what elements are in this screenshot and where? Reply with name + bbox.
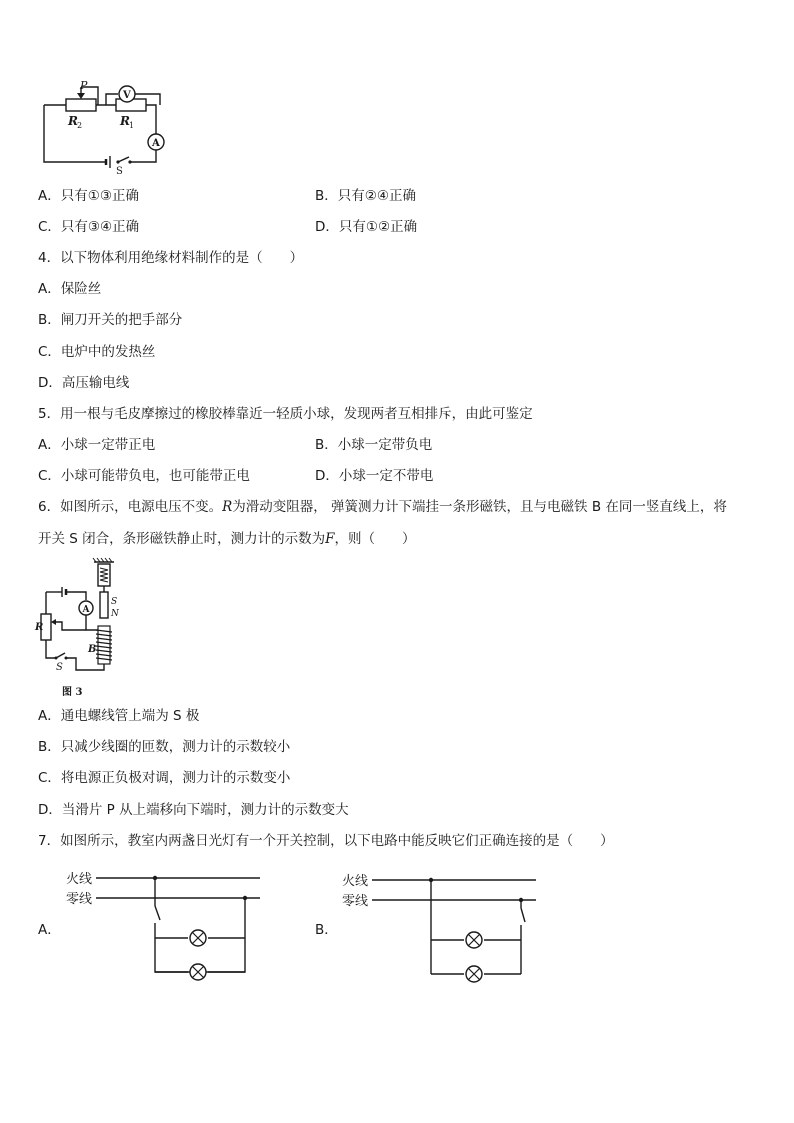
- q7-option-a-label: A．: [38, 922, 61, 938]
- q4-option-b: B．闸刀开关的把手部分: [38, 312, 183, 328]
- q6-stem2-a: 开关 S 闭合，条形磁铁静止时，测力计的示数为: [38, 531, 326, 547]
- magnet-s-label: S: [111, 597, 118, 607]
- q5-option-d: D．小球一定不带电: [315, 468, 434, 484]
- q5-stem: 5．用一根与毛皮摩擦过的橡胶棒靠近一轻质小球，发现两者互相排斥，由此可鉴定: [38, 406, 533, 422]
- fig3-caption: 图 3: [62, 687, 83, 698]
- q6-stem2-b: ，则（ ）: [334, 531, 416, 547]
- circuit-figure-1: [38, 79, 178, 177]
- q3-option-a: A．只有①③正确: [38, 188, 139, 204]
- q6-option-a: A．通电螺线管上端为 S 极: [38, 708, 200, 724]
- q4-option-d: D．高压输电线: [38, 375, 130, 391]
- q7-circuit-a: [60, 868, 270, 980]
- q6-stem2-f: F: [325, 531, 335, 547]
- q7a-neutral-label: 零线: [66, 892, 93, 907]
- fig3-r-label: R: [35, 622, 44, 633]
- q7a-fire-label: 火线: [66, 872, 93, 887]
- q5-option-a: A．小球一定带正电: [38, 437, 156, 453]
- q6-stem1-r: R: [222, 499, 233, 515]
- circuit-figure-3: [36, 558, 136, 698]
- q7b-neutral-label: 零线: [342, 894, 369, 909]
- voltmeter-label: V: [123, 90, 131, 101]
- ammeter-label: A: [152, 138, 160, 149]
- q4-stem: 4．以下物体利用绝缘材料制作的是（ ）: [38, 250, 304, 266]
- q4-option-a: A．保险丝: [38, 281, 102, 297]
- q3-option-b: B．只有②④正确: [315, 188, 416, 204]
- q7-stem: 7．如图所示，教室内两盏日光灯有一个开关控制，以下电路中能反映它们正确连接的是（ ）: [38, 833, 614, 849]
- q5-option-b: B．小球一定带负电: [315, 437, 433, 453]
- q6-stem1-b: 为滑动变阻器， 弹簧测力计下端挂一条形磁铁，且与电磁铁 B 在同一竖直线上，将: [232, 499, 727, 515]
- r2-label: R: [68, 114, 78, 128]
- r1-label: R: [120, 114, 130, 128]
- q6-stem1-a: 6．如图所示，电源电压不变。: [38, 499, 223, 515]
- q7-circuit-b: [336, 870, 546, 982]
- fig3-b-label: B: [88, 644, 97, 655]
- q5-option-c: C．小球可能带负电，也可能带正电: [38, 468, 250, 484]
- q3-option-c: C．只有③④正确: [38, 219, 140, 235]
- switch-label: S: [116, 166, 123, 177]
- q6-option-b: B．只减少线圈的匝数，测力计的示数较小: [38, 739, 291, 755]
- r2-sub: 2: [77, 121, 83, 130]
- q3-option-d: D．只有①②正确: [315, 219, 418, 235]
- r1-sub: 1: [129, 121, 135, 130]
- q6-stem-line1: [38, 498, 727, 516]
- q6-stem-line2: [38, 530, 416, 548]
- q6-option-d: D．当滑片 P 从上端移向下端时，测力计的示数变大: [38, 802, 349, 818]
- q6-option-c: C．将电源正负极对调，测力计的示数变小: [38, 770, 291, 786]
- fig3-s-label: S: [56, 662, 63, 673]
- magnet-n-label: N: [111, 609, 119, 619]
- slider-label-p: P: [80, 79, 88, 92]
- q7b-fire-label: 火线: [342, 874, 369, 889]
- q4-option-c: C．电炉中的发热丝: [38, 344, 156, 360]
- fig3-ammeter-label: A: [82, 605, 90, 615]
- q7-option-b-label: B．: [315, 922, 338, 938]
